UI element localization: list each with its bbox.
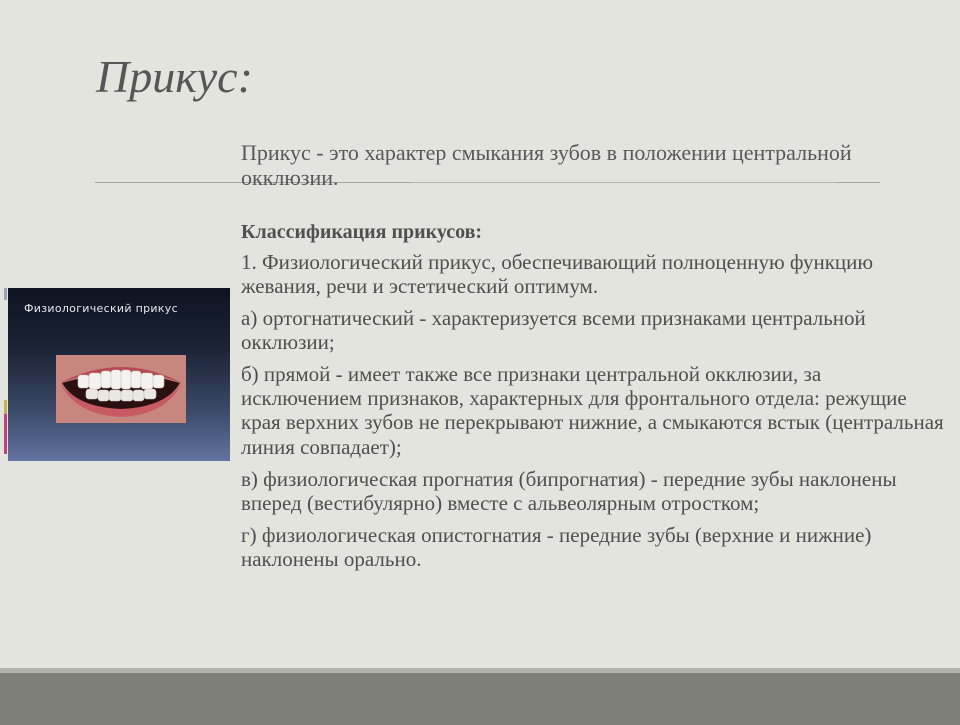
smile-teeth-icon [56, 355, 186, 423]
footer-band [0, 668, 960, 725]
classification-item-g: г) физиологическая опистогнатия - передние зубы (верхние и нижние) наклонены орально. [241, 523, 872, 572]
bite-photo [8, 288, 230, 461]
classification-item-1: 1. Физиологический прикус, обеспечивающий полноценную функцию жевания, речи и эстетический оптимум. [241, 249, 874, 298]
classification-item-v: в) физиологическая прогнатия (бипрогнатия) - передние зубы наклонены вперед (вестибулярно) вместе с альвеолярным отростком; [241, 466, 897, 515]
classification-heading: Классификация прикусов: [241, 220, 483, 243]
classification-item-a: а) ортогнатический - характеризуется всеми признаками центральной окклюзии; [241, 305, 866, 355]
slide-body [241, 140, 946, 579]
left-edge-marks [0, 288, 8, 461]
slide-title: Прикус: [96, 51, 253, 102]
intro-paragraph: Прикус - это характер смыкания зубов в положении центральной окклюзии. [241, 140, 852, 191]
classification-item-b: б) прямой - имеет также все признаки центральной окклюзии, за исключением признаков, характерных для фронтального отдела: режущие края верхних зубов не перекрывают нижние, а смыкаются встык (центральная линия совпадает); [241, 362, 944, 459]
photo-caption: Физиологический прикус [24, 302, 178, 315]
